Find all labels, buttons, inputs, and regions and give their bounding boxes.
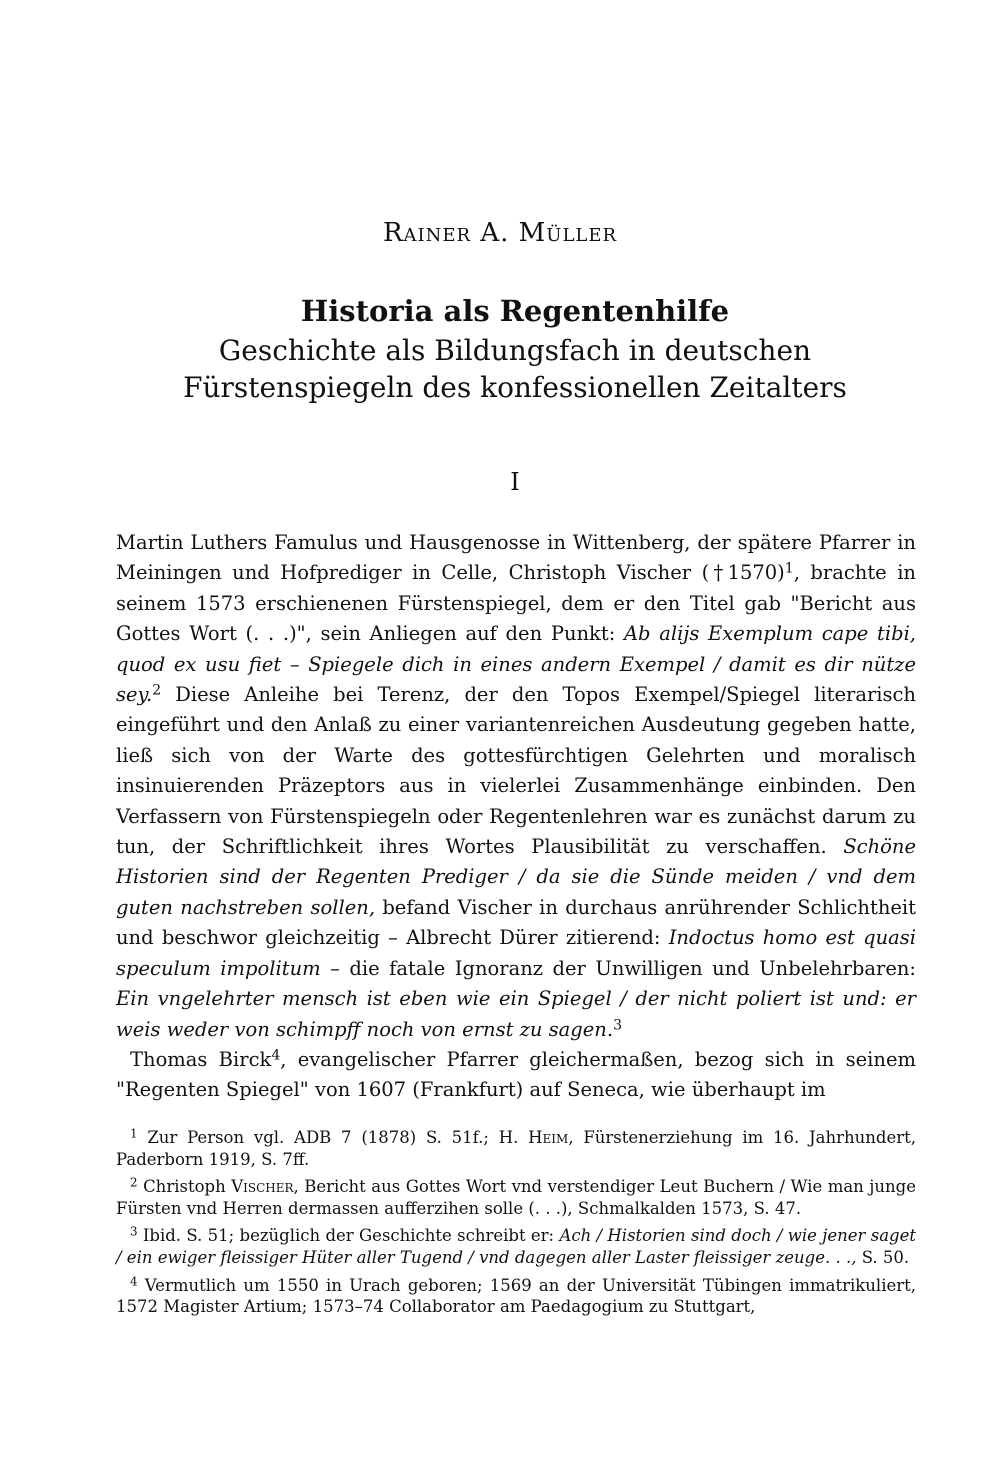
footnote-number: 3 <box>130 1225 138 1240</box>
quote-spiegel: Ein vngelehrter mensch ist eben wie ein Spiegel / der nicht poliert ist und: er weis weder von schimpff noch von ernst zu sagen. <box>116 987 916 1041</box>
footnote-ref-2: 2 <box>152 682 162 699</box>
chapter-title: Historia als Regentenhilfe <box>300 294 730 328</box>
paragraph-1-text-c: Diese Anleihe bei Terenz, der den Topos Exempel/Spiegel literarisch eingeführt und den Anlaß zu einer variantenreichen Ausdeutung gegeben hatte, ließ sich von der Warte des gottesfürchtigen Gelehrten und moralisch insinuierenden Präzeptors aus in vielerlei Zusammenhänge einbinden. Den Verfassern von Fürstenspiegeln oder Regentenlehren war es zunächst darum zu tun, der Schriftlichkeit ihres Wortes Plausibilität zu verschaffen. <box>116 683 916 859</box>
subtitle-line-1: Geschichte als Bildungsfach in deutschen <box>218 334 812 367</box>
paragraph-1-text-d: befand Vischer in durchaus anrührender Schlichtheit und beschwor gleichzeitig – Albrecht Dürer zitierend: <box>116 895 916 950</box>
chapter-subtitle <box>0 332 1000 406</box>
footnote-text: , Bericht aus Gottes Wort vnd verstendiger Leut Buchern / Wie man junge Fürsten vnd Herren dermassen aufferzihen solle (. . .), Schmalkalden 1573, S. 47. <box>116 1177 916 1218</box>
footnote-text: Vermutlich um 1550 in Urach geboren; 1569 an der Universität Tübingen immatrikuliert, 1572 Magister Artium; 1573–74 Collaborator am Paedagogium zu Stuttgart, <box>116 1275 917 1317</box>
footnote-ref-3: 3 <box>613 1017 623 1034</box>
footnote-text: , Fürstenerziehung im 16. Jahrhundert, Paderborn 1919, S. 7ff. <box>116 1128 916 1169</box>
footnote-text: Ibid. S. 51; bezüglich der Geschichte schreibt er: <box>142 1226 560 1246</box>
paragraph-1-text-e: – die fatale Ignoranz der Unwilligen und Unbelehrbaren: <box>320 956 916 980</box>
paragraph-2-text-a: Thomas Birck <box>130 1047 272 1071</box>
footnote-text: S. 50. <box>856 1247 910 1267</box>
footnote-quote: Ach / Historien sind doch / wie jener saget / ein ewiger fleissiger Hüter aller Tugend / vnd dagegen aller Laster fleissiger zeuge. . ., <box>116 1226 917 1267</box>
paragraph-1-text-a: Martin Luthers Famulus und Hausgenosse in Wittenberg, der spätere Pfarrer in Meiningen und Hofprediger in Celle, Christoph Vischer (†1570) <box>116 531 916 585</box>
paragraph-2 <box>116 1045 916 1106</box>
footnote-author-name: Heim <box>528 1128 569 1147</box>
paragraph-1-text-b: , brachte in seinem 1573 erschienenen Fürstenspiegel, dem er den Titel gab "Bericht aus Gottes Wort (. . .)", sein Anliegen auf den Punkt: <box>116 561 916 646</box>
footnotes <box>116 1127 916 1324</box>
footnote-number: 1 <box>130 1126 138 1141</box>
footnote-number: 2 <box>130 1175 138 1190</box>
paragraph-2-text-b: , evangelischer Pfarrer gleichermaßen, bezog sich in seinem "Regenten Spiegel" von 1607 (Frankfurt) auf Seneca, wie überhaupt im <box>116 1047 916 1102</box>
author-name: Rainer A. Müller <box>382 218 618 248</box>
footnote-text: Zur Person vgl. ADB 7 (1878) S. 51f.; H. <box>147 1128 529 1147</box>
footnote-1 <box>116 1127 916 1170</box>
latin-quote-terence: Ab alijs Exemplum cape tibi, quod ex usu fiet – Spiegele dich in eines andern Exempel / damit es dir nütze sey. <box>116 622 916 707</box>
footnote-number: 4 <box>130 1274 138 1289</box>
footnote-author-name: Vischer <box>231 1177 294 1197</box>
footnote-text: Christoph <box>143 1177 232 1197</box>
footnote-ref-4: 4 <box>271 1047 281 1064</box>
footnote-ref-1: 1 <box>784 561 794 578</box>
footnote-4 <box>116 1275 916 1318</box>
paragraph-1 <box>116 528 916 1045</box>
section-number: I <box>510 468 520 496</box>
body-text <box>116 528 916 1106</box>
quote-historien: Schöne Historien sind der Regenten Prediger / da sie die Sünde meiden / vnd dem guten nachstreben sollen, <box>116 835 916 919</box>
footnote-2 <box>116 1176 916 1219</box>
footnote-3 <box>116 1225 916 1268</box>
subtitle-line-2: Fürstenspiegeln des konfessionellen Zeitalters <box>183 371 847 404</box>
latin-quote-duerer: Indoctus homo est quasi speculum impolitum <box>116 926 916 980</box>
